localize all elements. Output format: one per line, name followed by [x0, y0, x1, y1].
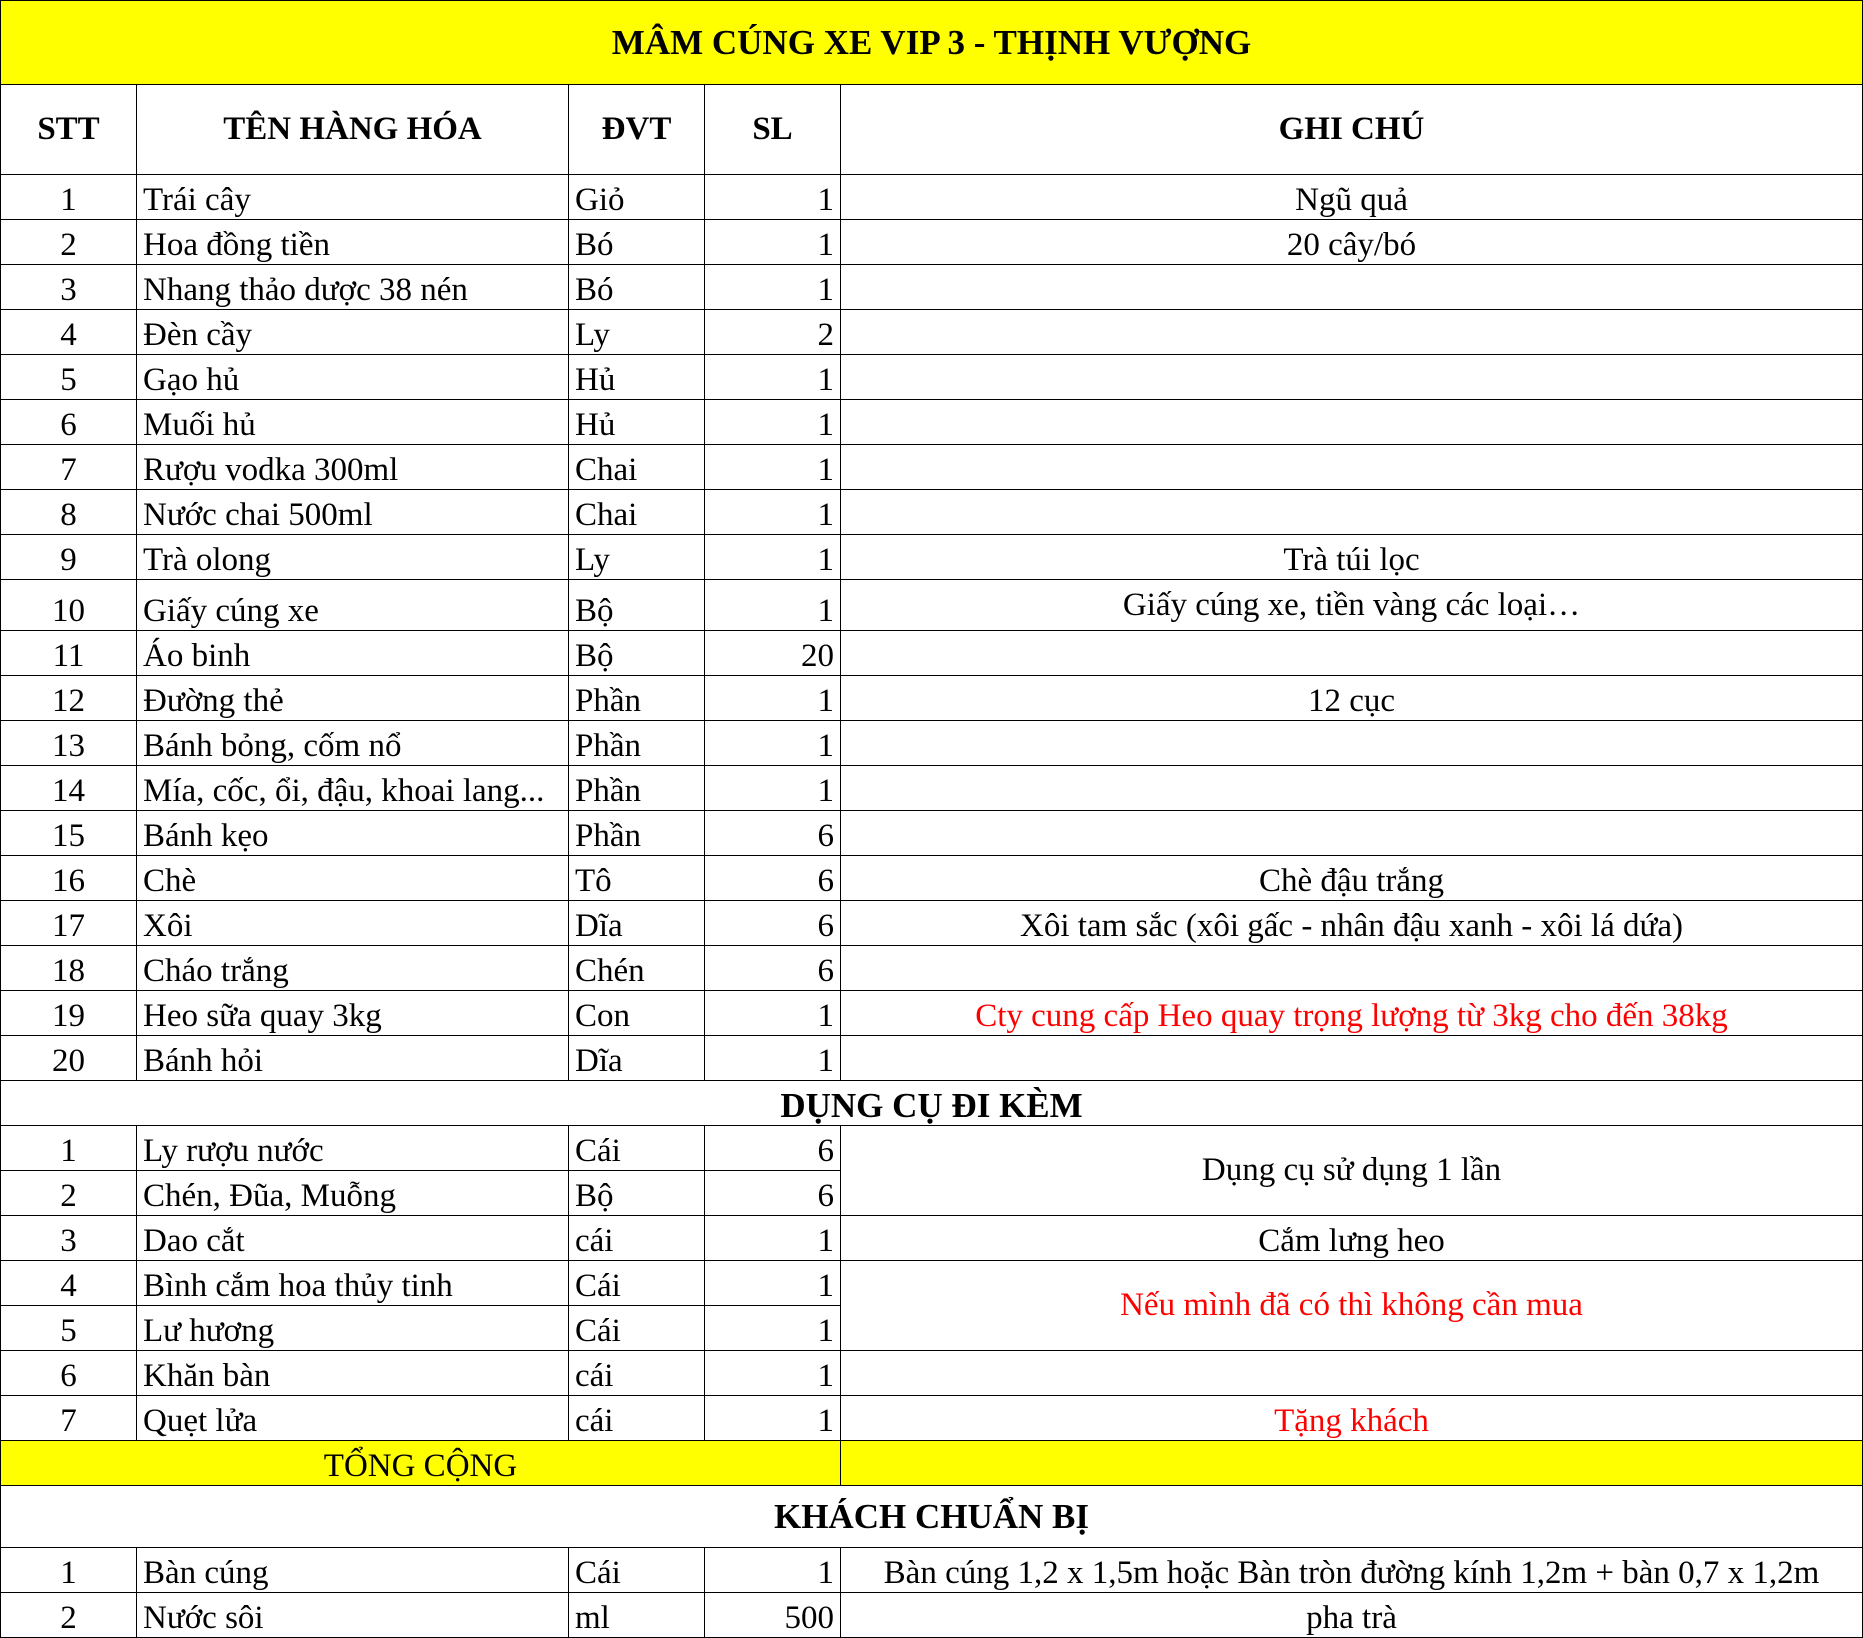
tool-row: [1, 1261, 1863, 1306]
item-note: Chè đậu trắng: [841, 856, 1863, 901]
item-stt: 4: [1, 310, 137, 355]
tool-qty: 6: [705, 1171, 841, 1216]
header-note: GHI CHÚ: [841, 85, 1863, 175]
total-row: [1, 1441, 1863, 1486]
item-row: [1, 946, 1863, 991]
item-name: Xôi: [137, 901, 569, 946]
tools-section-row: [1, 1081, 1863, 1126]
item-row: [1, 535, 1863, 580]
customer-qty: 1: [705, 1548, 841, 1593]
item-qty: 1: [705, 175, 841, 220]
item-stt: 8: [1, 490, 137, 535]
customer-unit: Cái: [569, 1548, 705, 1593]
item-note: [841, 811, 1863, 856]
item-note: [841, 445, 1863, 490]
tool-note: Nếu mình đã có thì không cần mua: [841, 1261, 1863, 1351]
item-stt: 17: [1, 901, 137, 946]
item-note: [841, 1036, 1863, 1081]
item-name: Giấy cúng xe: [137, 580, 569, 631]
item-stt: 18: [1, 946, 137, 991]
item-unit: Chai: [569, 445, 705, 490]
tool-note: Dụng cụ sử dụng 1 lần: [841, 1126, 1863, 1216]
item-note: Ngũ quả: [841, 175, 1863, 220]
item-note: [841, 310, 1863, 355]
total-value: [841, 1441, 1863, 1486]
item-unit: Hủ: [569, 355, 705, 400]
item-qty: 1: [705, 445, 841, 490]
item-unit: Phần: [569, 811, 705, 856]
item-row: [1, 991, 1863, 1036]
tool-row: [1, 1396, 1863, 1441]
tool-stt: 5: [1, 1306, 137, 1351]
item-stt: 5: [1, 355, 137, 400]
item-qty: 1: [705, 676, 841, 721]
tool-note: Tặng khách: [841, 1396, 1863, 1441]
tool-unit: cái: [569, 1396, 705, 1441]
item-row: [1, 721, 1863, 766]
tool-name: Lư hương: [137, 1306, 569, 1351]
sheet-title: MÂM CÚNG XE VIP 3 - THỊNH VƯỢNG: [1, 1, 1863, 85]
item-stt: 20: [1, 1036, 137, 1081]
item-qty: 6: [705, 811, 841, 856]
item-note: [841, 490, 1863, 535]
item-stt: 10: [1, 580, 137, 631]
item-row: [1, 580, 1863, 631]
item-name: Áo binh: [137, 631, 569, 676]
item-row: [1, 811, 1863, 856]
customer-note: Bàn cúng 1,2 x 1,5m hoặc Bàn tròn đường kính 1,2m + bàn 0,7 x 1,2m: [841, 1548, 1863, 1593]
customer-row: [1, 1548, 1863, 1593]
item-name: Bánh hỏi: [137, 1036, 569, 1081]
tool-qty: 1: [705, 1216, 841, 1261]
item-note: Giấy cúng xe, tiền vàng các loại…: [841, 580, 1863, 631]
item-stt: 7: [1, 445, 137, 490]
item-row: [1, 445, 1863, 490]
item-row: [1, 220, 1863, 265]
item-qty: 1: [705, 220, 841, 265]
item-row: [1, 676, 1863, 721]
item-note: 12 cục: [841, 676, 1863, 721]
tool-unit: Bộ: [569, 1171, 705, 1216]
item-stt: 6: [1, 400, 137, 445]
item-qty: 6: [705, 901, 841, 946]
tool-row: [1, 1351, 1863, 1396]
header-name: TÊN HÀNG HÓA: [137, 85, 569, 175]
item-unit: Tô: [569, 856, 705, 901]
item-qty: 1: [705, 400, 841, 445]
item-note: [841, 766, 1863, 811]
item-row: [1, 856, 1863, 901]
item-unit: Bộ: [569, 580, 705, 631]
customer-row: [1, 1593, 1863, 1638]
item-unit: Dĩa: [569, 1036, 705, 1081]
item-qty: 1: [705, 355, 841, 400]
customer-section-title: KHÁCH CHUẨN BỊ: [1, 1486, 1863, 1548]
item-unit: Phần: [569, 766, 705, 811]
item-stt: 16: [1, 856, 137, 901]
header-stt: STT: [1, 85, 137, 175]
item-note: [841, 265, 1863, 310]
item-unit: Bó: [569, 265, 705, 310]
item-row: [1, 1036, 1863, 1081]
item-unit: Phần: [569, 676, 705, 721]
item-name: Mía, cốc, ổi, đậu, khoai lang...: [137, 766, 569, 811]
tool-name: Ly rượu nước: [137, 1126, 569, 1171]
item-note: [841, 355, 1863, 400]
item-stt: 14: [1, 766, 137, 811]
tool-qty: 1: [705, 1306, 841, 1351]
tool-stt: 1: [1, 1126, 137, 1171]
item-qty: 1: [705, 490, 841, 535]
tool-unit: cái: [569, 1216, 705, 1261]
item-stt: 12: [1, 676, 137, 721]
customer-name: Nước sôi: [137, 1593, 569, 1638]
item-name: Muối hủ: [137, 400, 569, 445]
item-note: Cty cung cấp Heo quay trọng lượng từ 3kg cho đến 38kg: [841, 991, 1863, 1036]
item-qty: 1: [705, 991, 841, 1036]
customer-stt: 1: [1, 1548, 137, 1593]
item-qty: 1: [705, 1036, 841, 1081]
header-qty: SL: [705, 85, 841, 175]
tool-stt: 4: [1, 1261, 137, 1306]
item-row: [1, 631, 1863, 676]
tool-note: Cắm lưng heo: [841, 1216, 1863, 1261]
item-unit: Chai: [569, 490, 705, 535]
tool-name: Bình cắm hoa thủy tinh: [137, 1261, 569, 1306]
customer-note: pha trà: [841, 1593, 1863, 1638]
item-unit: Ly: [569, 310, 705, 355]
tool-unit: Cái: [569, 1261, 705, 1306]
item-name: Rượu vodka 300ml: [137, 445, 569, 490]
tool-name: Quẹt lửa: [137, 1396, 569, 1441]
item-note: [841, 946, 1863, 991]
item-name: Bánh bỏng, cốm nổ: [137, 721, 569, 766]
item-unit: Ly: [569, 535, 705, 580]
item-stt: 15: [1, 811, 137, 856]
item-note: Xôi tam sắc (xôi gấc - nhân đậu xanh - xôi lá dứa): [841, 901, 1863, 946]
item-name: Nước chai 500ml: [137, 490, 569, 535]
item-stt: 2: [1, 220, 137, 265]
item-name: Trái cây: [137, 175, 569, 220]
item-row: [1, 310, 1863, 355]
item-qty: 1: [705, 766, 841, 811]
tool-row: [1, 1126, 1863, 1171]
tool-unit: cái: [569, 1351, 705, 1396]
item-qty: 6: [705, 946, 841, 991]
item-unit: Bó: [569, 220, 705, 265]
item-name: Cháo trắng: [137, 946, 569, 991]
item-unit: Giỏ: [569, 175, 705, 220]
customer-unit: ml: [569, 1593, 705, 1638]
item-qty: 1: [705, 535, 841, 580]
item-unit: Con: [569, 991, 705, 1036]
tools-section-title: DỤNG CỤ ĐI KÈM: [1, 1081, 1863, 1126]
item-stt: 19: [1, 991, 137, 1036]
tool-note: [841, 1351, 1863, 1396]
tool-stt: 3: [1, 1216, 137, 1261]
tool-unit: Cái: [569, 1306, 705, 1351]
item-unit: Phần: [569, 721, 705, 766]
item-note: [841, 631, 1863, 676]
tool-qty: 1: [705, 1261, 841, 1306]
tool-qty: 1: [705, 1396, 841, 1441]
tool-stt: 2: [1, 1171, 137, 1216]
item-row: [1, 901, 1863, 946]
item-name: Nhang thảo dược 38 nén: [137, 265, 569, 310]
item-qty: 20: [705, 631, 841, 676]
item-name: Gạo hủ: [137, 355, 569, 400]
item-note: Trà túi lọc: [841, 535, 1863, 580]
item-name: Trà olong: [137, 535, 569, 580]
item-row: [1, 175, 1863, 220]
tool-name: Dao cắt: [137, 1216, 569, 1261]
tool-unit: Cái: [569, 1126, 705, 1171]
item-name: Hoa đồng tiền: [137, 220, 569, 265]
item-unit: Bộ: [569, 631, 705, 676]
item-stt: 11: [1, 631, 137, 676]
header-row: [1, 85, 1863, 175]
item-row: [1, 490, 1863, 535]
item-qty: 1: [705, 265, 841, 310]
item-name: Chè: [137, 856, 569, 901]
header-unit: ĐVT: [569, 85, 705, 175]
customer-name: Bàn cúng: [137, 1548, 569, 1593]
customer-qty: 500: [705, 1593, 841, 1638]
item-note: [841, 721, 1863, 766]
item-name: Bánh kẹo: [137, 811, 569, 856]
tool-qty: 1: [705, 1351, 841, 1396]
tool-name: Khăn bàn: [137, 1351, 569, 1396]
item-unit: Chén: [569, 946, 705, 991]
item-name: Đèn cầy: [137, 310, 569, 355]
item-qty: 1: [705, 721, 841, 766]
item-name: Heo sữa quay 3kg: [137, 991, 569, 1036]
item-qty: 1: [705, 580, 841, 631]
item-stt: 1: [1, 175, 137, 220]
customer-section-row: [1, 1486, 1863, 1548]
item-stt: 13: [1, 721, 137, 766]
item-row: [1, 265, 1863, 310]
item-note: [841, 400, 1863, 445]
item-qty: 6: [705, 856, 841, 901]
item-note: 20 cây/bó: [841, 220, 1863, 265]
item-row: [1, 400, 1863, 445]
item-unit: Hủ: [569, 400, 705, 445]
tool-name: Chén, Đũa, Muỗng: [137, 1171, 569, 1216]
title-row: [1, 1, 1863, 85]
tool-row: [1, 1216, 1863, 1261]
item-stt: 9: [1, 535, 137, 580]
tool-stt: 7: [1, 1396, 137, 1441]
item-qty: 2: [705, 310, 841, 355]
item-stt: 3: [1, 265, 137, 310]
total-label: TỔNG CỘNG: [1, 1441, 841, 1486]
item-unit: Dĩa: [569, 901, 705, 946]
item-row: [1, 355, 1863, 400]
tool-qty: 6: [705, 1126, 841, 1171]
tool-stt: 6: [1, 1351, 137, 1396]
customer-stt: 2: [1, 1593, 137, 1638]
item-name: Đường thẻ: [137, 676, 569, 721]
item-row: [1, 766, 1863, 811]
